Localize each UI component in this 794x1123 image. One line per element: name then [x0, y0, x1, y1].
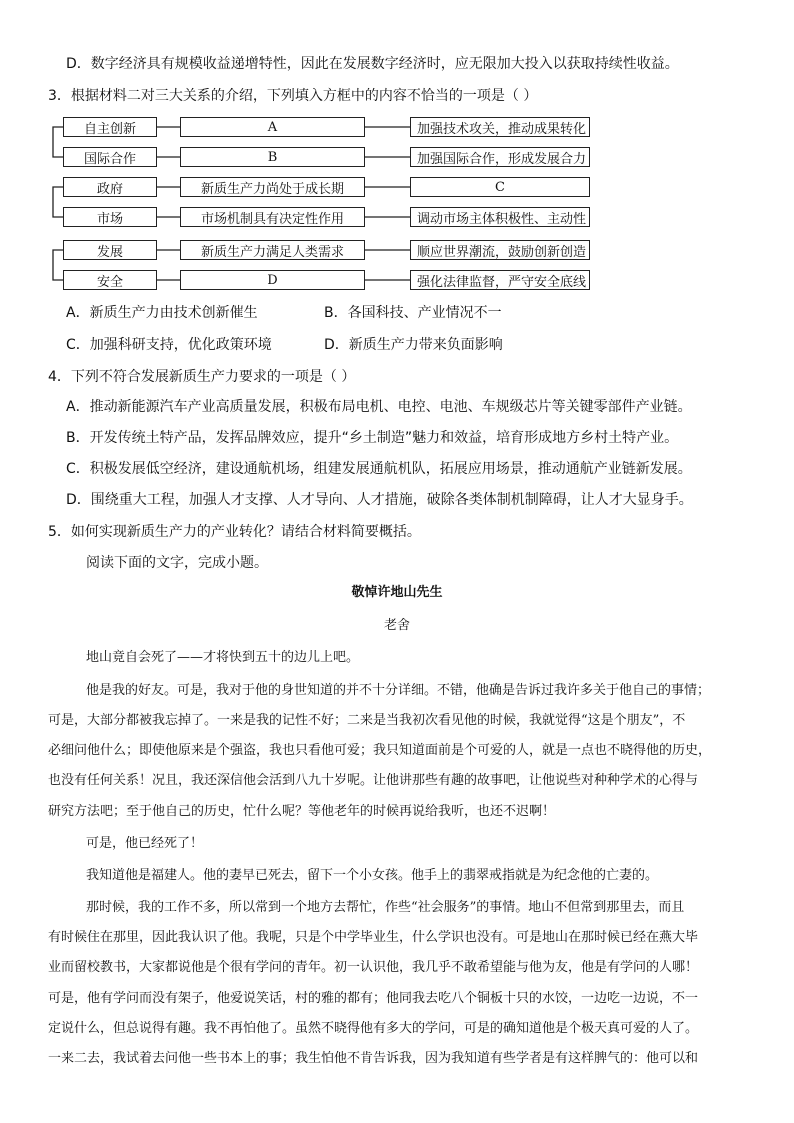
article-p5-line-5: 定说什么，但总说得有趣。我不再怕他了。虽然不晓得他有多大的学问，可是的确知道他是个极天真可爱的人了。: [48, 1021, 699, 1036]
middle-box-market-mechanism: 市场机制具有决定性作用: [180, 207, 365, 227]
left-box-security: 安全: [63, 270, 157, 290]
right-box-legal-supervision: 强化法律监督，严守安全底线: [410, 270, 590, 290]
article-p5-line-6: 一来二去，我试着去问他一些书本上的事；我生怕他不肯告诉我，因为我知道有些学者是有这样脾气的：他可以和: [48, 1051, 699, 1066]
article-author: 老舍: [383, 618, 410, 633]
article-p5-line-1: 那时候，我的工作不多，所以常到一个地方去帮忙，作些“社会服务”的事情。地山不但常到那里去，而且: [86, 900, 685, 915]
middle-box-a: A: [180, 117, 365, 137]
article-paragraph-1: 地山竟自会死了——才将快到五十的边儿上吧。: [86, 650, 360, 665]
middle-box-meet-needs: 新质生产力满足人类需求: [180, 240, 365, 260]
q2-option-d: D．数字经济具有规模收益递增特性，因此在发展数字经济时，应无限加大投入以获取持续性收益。: [66, 56, 679, 72]
right-box-market-initiative: 调动市场主体积极性、主动性: [410, 207, 590, 227]
q4-stem: 4．下列不符合发展新质生产力要求的一项是（ ）: [48, 369, 356, 385]
q4-option-d: D．围绕重大工程，加强人才支撑、人才导向、人才措施，破除各类体制机制障碍，让人才大显身手。: [66, 492, 693, 508]
left-box-innovation: 自主创新: [63, 117, 157, 137]
article-paragraph-4: 我知道他是福建人。他的妻早已死去，留下一个小女孩。他手上的翡翠戒指就是为纪念他的亡妻的。: [86, 868, 659, 883]
right-box-intl-synergy: 加强国际合作，形成发展合力: [410, 147, 590, 167]
q3-option-b: B．各国科技、产业情况不一: [324, 305, 502, 321]
q3-option-a: A．新质生产力由技术创新催生: [66, 305, 258, 321]
q3-option-d: D．新质生产力带来负面影响: [324, 337, 503, 353]
left-box-development: 发展: [63, 240, 157, 260]
middle-box-b: B: [180, 147, 365, 167]
article-p2-line-3: 必细问他什么；即使他原来是个强盗，我也只看他可爱；我只知道面前是个可爱的人，就是一点也不晓得他的历史，: [48, 743, 712, 758]
middle-box-d: D: [180, 270, 365, 290]
q4-option-b: B．开发传统土特产品，发挥品牌效应，提升“乡土制造”魅力和效益，培育形成地方乡村土特产业。: [66, 430, 679, 446]
article-p5-line-4: 可是，他有学问而没有架子，他爱说笑话，村的雅的都有；他同我去吃八个铜板十只的水饺，一边吃一边说，不一: [48, 991, 699, 1006]
q4-option-a: A．推动新能源汽车产业高质量发展，积极布局电机、电控、电池、车规级芯片等关键零部件产业链。: [66, 399, 692, 415]
article-p2-line-1: 他是我的好友。可是，我对于他的身世知道的并不十分详细。不错，他确是告诉过我许多关于他自己的事情；: [86, 683, 711, 698]
q3-option-c: C．加强科研支持，优化政策环境: [66, 337, 272, 353]
reading-prompt: 阅读下面的文字，完成小题。: [86, 555, 268, 571]
left-box-intl-coop: 国际合作: [63, 147, 157, 167]
right-box-tech-breakthrough: 加强技术攻关，推动成果转化: [410, 117, 590, 137]
left-box-government: 政府: [63, 177, 157, 197]
middle-box-growth-stage: 新质生产力尚处于成长期: [180, 177, 365, 197]
q5-stem: 5．如何实现新质生产力的产业转化？请结合材料简要概括。: [48, 524, 421, 540]
q3-stem: 3．根据材料二对三大关系的介绍，下列填入方框中的内容不恰当的一项是（ ）: [48, 88, 538, 104]
article-p5-line-3: 业而留校教书，大家都说他是个很有学问的青年。初一认识他，我几乎不敢希望能与他为友，他是有学问的人哪！: [48, 960, 699, 975]
left-box-market: 市场: [63, 207, 157, 227]
article-p2-line-4: 也没有任何关系！况且，我还深信他会活到八九十岁呢。让他讲那些有趣的故事吧，让他说些对种种学术的心得与: [48, 773, 699, 788]
article-title: 敬悼许地山先生: [351, 585, 443, 600]
article-p2-line-5: 研究方法吧；至于他自己的历史，忙什么呢？等他老年的时候再说给我听，也还不迟啊！: [48, 804, 556, 819]
right-box-world-trend: 顺应世界潮流，鼓励创新创造: [410, 240, 590, 260]
article-p2-line-2: 可是，大部分都被我忘掉了。一来是我的记性不好；二来是当我初次看见他的时候，我就觉得“这是个朋友”，不: [48, 713, 686, 728]
article-paragraph-3: 可是，他已经死了！: [86, 836, 204, 851]
article-p5-line-2: 有时候住在那里，因此我认识了他。我呢，只是个中学毕业生，什么学识也没有。可是地山在那时候已经在燕大毕: [48, 930, 699, 945]
right-box-c: C: [410, 177, 590, 197]
q4-option-c: C．积极发展低空经济，建设通航机场，组建发展通航机队，拓展应用场景，推动通航产业链新发展。: [66, 461, 692, 477]
